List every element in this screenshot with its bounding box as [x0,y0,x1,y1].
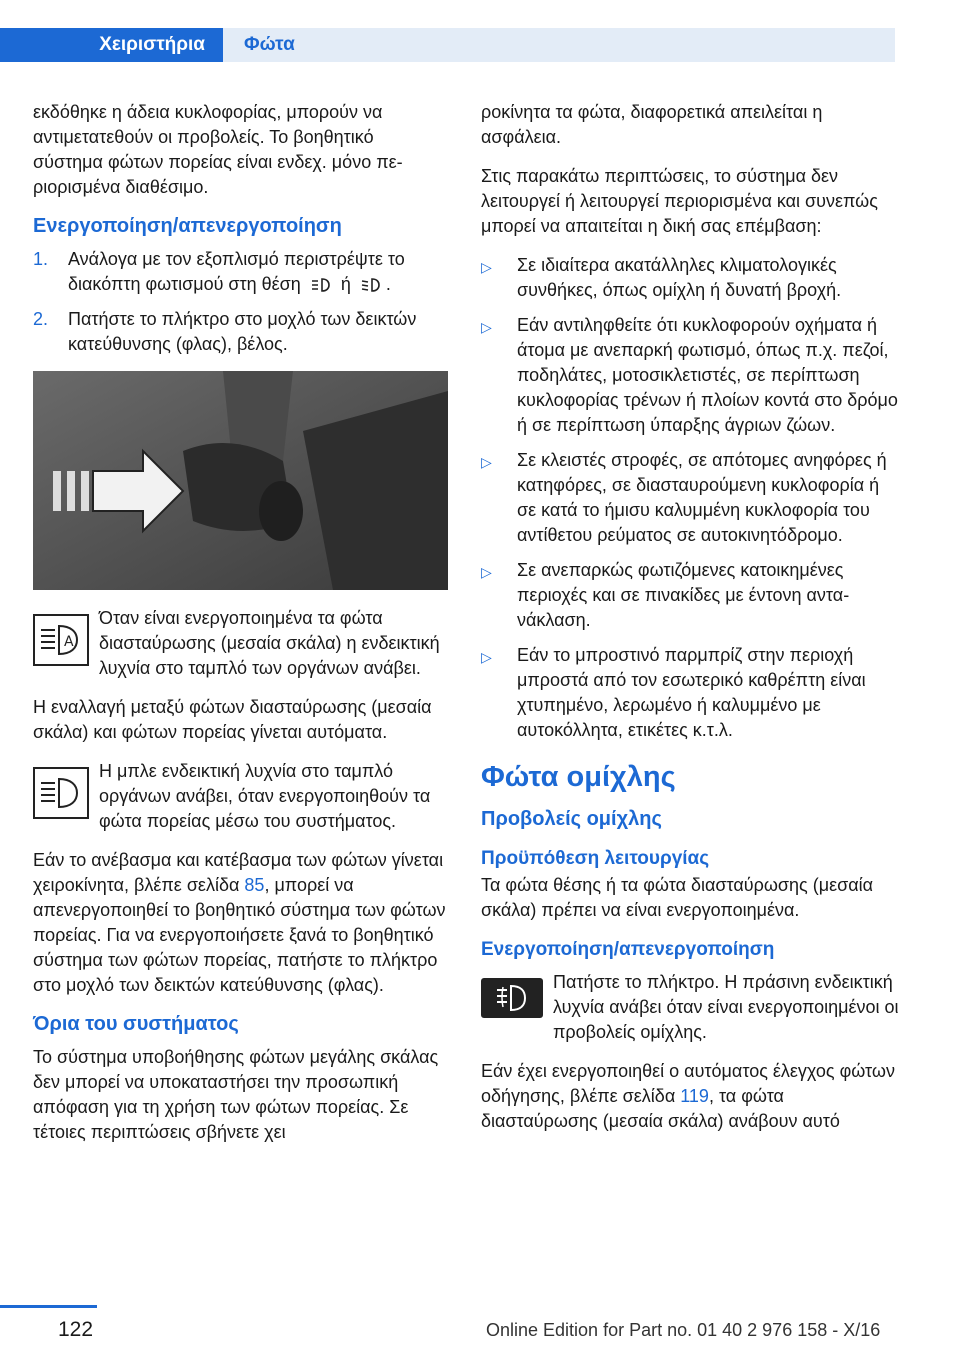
section-tab-controls[interactable]: Χειριστήρια [0,28,223,62]
step-number: 1. [33,249,49,269]
right-column [481,100,901,1148]
press-button-paragraph: Πατήστε το πλήκτρο. Η πράσινη ενδεικτική λυχνία ανάβει όταν είναι ενεργοποιημένοι οι προβολείς ομίχλης. [553,972,899,1042]
step-2 [33,307,448,357]
blue-indicator-paragraph: Η μπλε ενδεικτική λυχνία στο ταμπλό οργάνων ανάβει, όταν ενεργοποιηθούν τα φώτα πορείας μέσω του συστήματος. [99,761,431,831]
heading-front-fog-lights: Προβολείς ομίχλης [481,808,662,830]
list-item: ▷ Σε ιδιαίτερα ακατάλληλες κλιματολογικές συνθήκες, όπως ομίχλη ή δυνατή βροχή. [481,255,842,300]
list-item: ▷ Σε κλειστές στροφές, σε απότομες ανηφόρες ή κατηφόρες, σε διασταυρούμενη κυκλοφορία ή σε κατά το ήμισυ καλυμμένη κυκλοφορία του αντίθετου ρεύματος σε αυτοκινητόδρομο. [481,450,887,545]
bullet-triangle-icon: ▷ [481,259,492,275]
footer-accent-line [0,1305,97,1308]
steps-list [33,247,448,357]
switching-paragraph: Η εναλλαγή μεταξύ φώτων διασταύρωσης (μεσαία σκάλα) και φώτων πορείας γίνεται αυτόματα. [33,697,432,742]
fog-light-button-icon[interactable] [481,978,543,1018]
manual-text-cont: , μπορεί να απενεργοποιηθεί το βοηθητικό σύστημα των φώτων πορείας. Για να ενεργοποιήσετε ξανά το βοηθητικό σύστημα των φώτων πορείας, πατήστε το πλήκτρο στο μοχλό των δεικτών κατεύθυνσης (φλας). [33,875,446,995]
cases-paragraph: Στις παρακάτω περιπτώσεις, το σύστημα δεν λειτουργεί ή λειτουργεί περιορισμένα και συνεπώς μπορεί να απαιτείται η δική σας επέμβαση: [481,166,878,236]
page-number: 122 [58,1318,94,1341]
step-or: ή [340,274,351,294]
step-1: 1. Ανάλογα με τον εξοπλισμό περιστρέψτε το διακόπτη φωτισμού στη θέση ή . [33,249,405,294]
limits-paragraph: Το σύστημα υποβοήθησης φώτων μεγάλης σκάλας δεν μπορεί να υποκαταστήσει την προσωπική απόφαση για τη χρήση των φώτων πορείας. Σε τέτοιες περιπτώσεις σβήνετε χει [33,1047,439,1142]
bullet-triangle-icon: ▷ [481,649,492,665]
section-tab-lights[interactable]: Φώτα [223,28,895,62]
heading-activation-fog: Ενεργοποίηση/απενεργοποίηση [481,939,775,960]
lever-illustration [33,371,448,590]
parking-light-icon [310,275,332,295]
list-item: ▷ Εάν αντιληφθείτε ότι κυκλοφορούν οχήματα ή άτομα με ανεπαρκή φωτισμό, όπως π.χ. πεζοί, ποδηλάτες, μοτοσικλετιστές, σε περίπτωση κυκλοφορίας τρένων ή πλοίων κοντά στο δρόμο ή σε περίπτωση ύπαρξης άγριων ζώων. [481,315,898,435]
high-beam-indicator-icon [33,767,89,819]
bullet-triangle-icon: ▷ [481,454,492,470]
svg-text:A: A [64,634,74,650]
auto-text-cont: , τα φώτα διασταύρωσης (μεσαία σκάλα) ανάβουν αυτό [481,1086,840,1131]
auto-text: Εάν έχει ενεργοποιηθεί ο αυτόματος έλεγχος φώτων οδήγησης, βλέπε σελίδα [481,1061,895,1106]
left-column [33,100,448,1159]
heading-activation: Ενεργοποίηση/απενεργοποίηση [33,215,342,237]
precondition-paragraph: Τα φώτα θέσης ή τα φώτα διασταύρωσης (μεσαία σκάλα) πρέπει να είναι ενεργοποιημένα. [481,875,874,920]
page-link-85[interactable]: 85 [244,875,265,895]
bullet-triangle-icon: ▷ [481,564,492,580]
low-beam-icon [360,275,382,295]
manual-text: Εάν το ανέβασμα και κατέβασμα των φώτων γίνεται χειροκίνητα, βλέπε σελίδα [33,850,444,895]
heading-precondition: Προϋπόθεση λειτουργίας [481,848,710,869]
auto-high-beam-indicator-icon [33,614,89,666]
turn-signal-lever-photo [33,371,448,590]
auto-control-paragraph [481,1059,901,1134]
limitations-list [481,253,901,743]
continuation-paragraph: ροκίνητα τα φώτα, διαφορετικά απειλείται η ασφάλεια. [481,102,823,147]
indicator-auto-paragraph: Όταν είναι ενεργοποιημένα τα φώτα διασταύρωσης (μεσαία σκάλα) η ενδεικτική λυχνία στο ταμπλό των οργάνων ανάβει. [99,608,440,678]
header-bar [0,28,895,62]
step-text: Ανάλογα με τον εξοπλισμό περιστρέψτε το διακόπτη φωτισμού στη θέση [68,249,405,294]
page-link-119[interactable]: 119 [680,1086,709,1106]
intro-paragraph: εκδόθηκε η άδεια κυκλοφορίας, μπορούν να αντιμετατεθούν οι προβολείς. Το βοηθητικό σύστημα φώτων πορείας είναι ενδεχ. μόνο περιορισμένα διαθέσιμο. [33,102,403,197]
edition-note: Online Edition for Part no. 01 40 2 976 158 - X/16 [486,1320,881,1340]
step-text: Πατήστε το πλήκτρο στο μοχλό των δεικτών κατεύθυνσης (φλας), βέλος. [68,309,417,354]
bullet-triangle-icon: ▷ [481,319,492,335]
manual-paragraph [33,848,448,998]
heading-fog-lights: Φώτα ομίχλης [481,761,676,793]
list-item: ▷ Εάν το μπροστινό παρμπρίζ στην περιοχή μπροστά από τον εσωτερικό καθρέπτη είναι χτυπημένο, λερωμένο ή καλυμμένο με αυτοκόλλητα, ετικέτες κ.τ.λ. [481,645,866,740]
step-number: 2. [33,309,49,329]
list-item: ▷ Σε ανεπαρκώς φωτιζόμενες κατοικημένες περιοχές και σε πινακίδες με έντονη αντανάκλαση. [481,560,850,630]
heading-system-limits: Όρια του συστήματος [33,1013,239,1035]
